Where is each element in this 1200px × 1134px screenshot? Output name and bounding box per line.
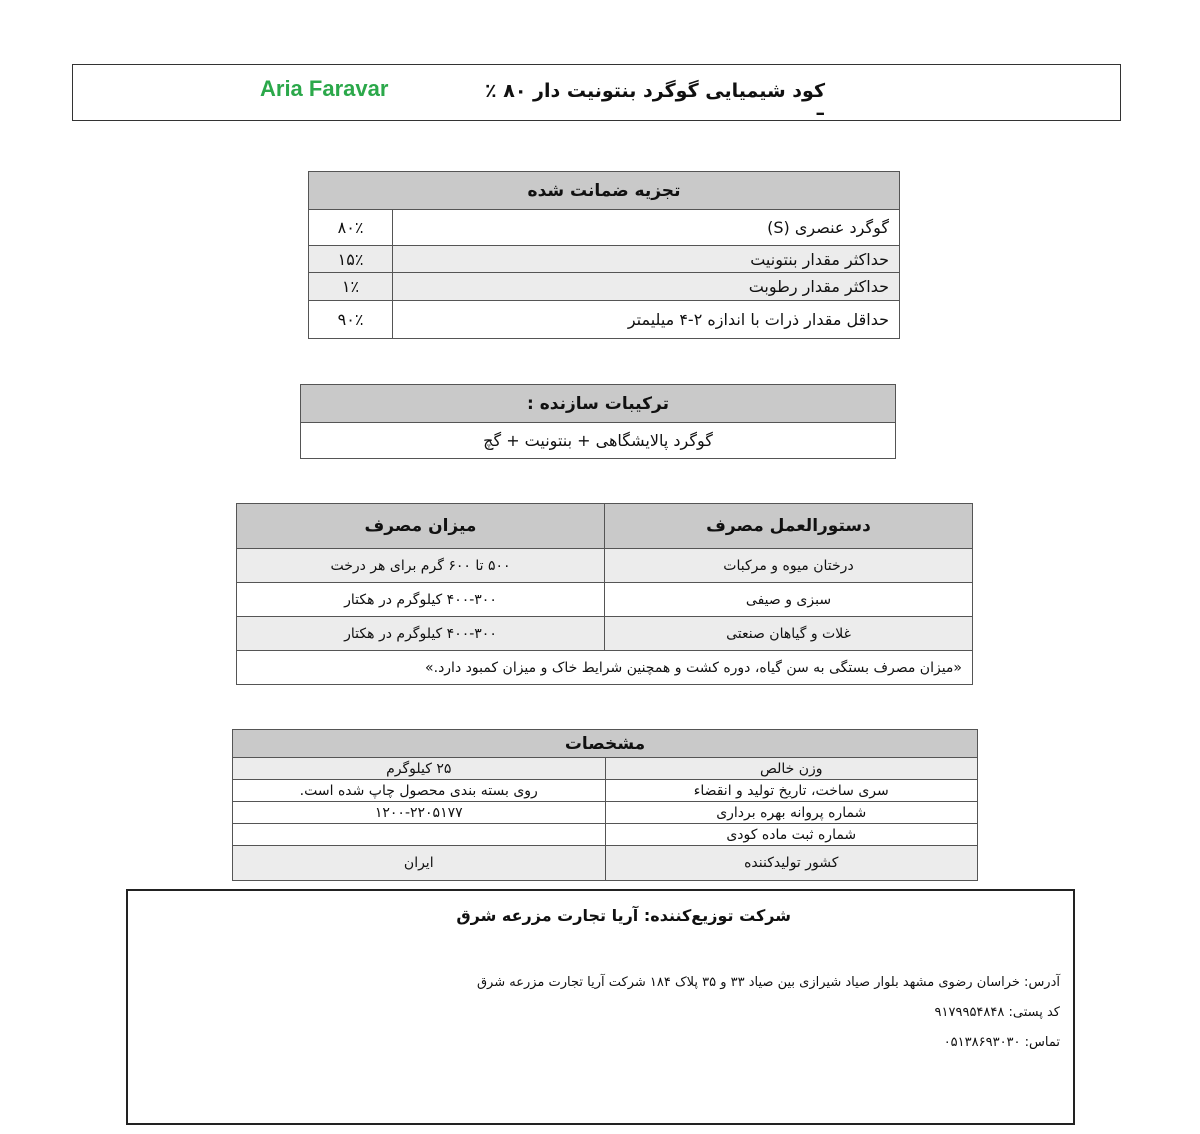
spec-label: کشور تولیدکننده — [605, 846, 978, 881]
components-table — [300, 384, 896, 459]
distributor-address: آدرس: خراسان رضوی مشهد بلوار صیاد شیرازی بین صیاد ۳۳ و ۳۵ پلاک ۱۸۴ شرکت آریا تجارت مزرعه شرق — [476, 975, 1060, 990]
usage-crop: غلات و گیاهان صنعتی — [605, 617, 973, 651]
analysis-label: حداکثر مقدار بنتونیت — [393, 246, 900, 273]
distributor-title: شرکت توزیع‌کننده: آریا تجارت مزرعه شرق — [456, 906, 791, 925]
spec-label: شماره پروانه بهره برداری — [605, 802, 978, 824]
usage-note: «میزان مصرف بستگی به سن گیاه، دوره کشت و همچنین شرایط خاک و میزان کمبود دارد.» — [237, 651, 973, 685]
distributor-postal: کد پستی: ۹۱۷۹۹۵۴۸۴۸ — [934, 1005, 1060, 1020]
brand-name: Aria Faravar — [260, 76, 389, 101]
spec-value — [233, 824, 606, 846]
analysis-table — [308, 171, 900, 339]
analysis-value: ۱۵٪ — [309, 246, 393, 273]
analysis-title: تجزیه ضمانت شده — [309, 172, 900, 210]
components-title: ترکیبات سازنده : — [301, 385, 896, 423]
spec-label: سری ساخت، تاریخ تولید و انقضاء — [605, 780, 978, 802]
usage-instructions-header: دستورالعمل مصرف — [605, 504, 973, 549]
spec-value: ایران — [233, 846, 606, 881]
spec-value: ۲۵ کیلوگرم — [233, 758, 606, 780]
spec-label: وزن خالص — [605, 758, 978, 780]
spec-label: شماره ثبت ماده کودی — [605, 824, 978, 846]
analysis-value: ۱٪ — [309, 273, 393, 301]
usage-amount: ۴۰۰-۳۰۰ کیلوگرم در هکتار — [237, 583, 605, 617]
components-value: گوگرد پالایشگاهی + بنتونیت + گچ — [301, 423, 896, 459]
specs-table — [232, 729, 978, 881]
distributor-phone: تماس: ۰۵۱۳۸۶۹۳۰۳۰ — [943, 1035, 1060, 1050]
analysis-label: حداقل مقدار ذرات با اندازه ۲-۴ میلیمتر — [393, 301, 900, 339]
usage-amount: ۴۰۰-۳۰۰ کیلوگرم در هکتار — [237, 617, 605, 651]
analysis-value: ۹۰٪ — [309, 301, 393, 339]
page-title: کود شیمیایی گوگرد بنتونیت دار ۸۰ ٪ – — [485, 80, 825, 124]
usage-table — [236, 503, 973, 685]
analysis-label: گوگرد عنصری (S) — [393, 210, 900, 246]
spec-value: روی بسته بندی محصول چاپ شده است. — [233, 780, 606, 802]
usage-crop: درختان میوه و مرکبات — [605, 549, 973, 583]
specs-title: مشخصات — [233, 730, 978, 758]
usage-crop: سبزی و صیفی — [605, 583, 973, 617]
usage-amount-header: میزان مصرف — [237, 504, 605, 549]
usage-amount: ۵۰۰ تا ۶۰۰ گرم برای هر درخت — [237, 549, 605, 583]
analysis-value: ۸۰٪ — [309, 210, 393, 246]
analysis-label: حداکثر مقدار رطوبت — [393, 273, 900, 301]
spec-value: ۱۲۰۰-۲۲۰۵۱۷۷ — [233, 802, 606, 824]
